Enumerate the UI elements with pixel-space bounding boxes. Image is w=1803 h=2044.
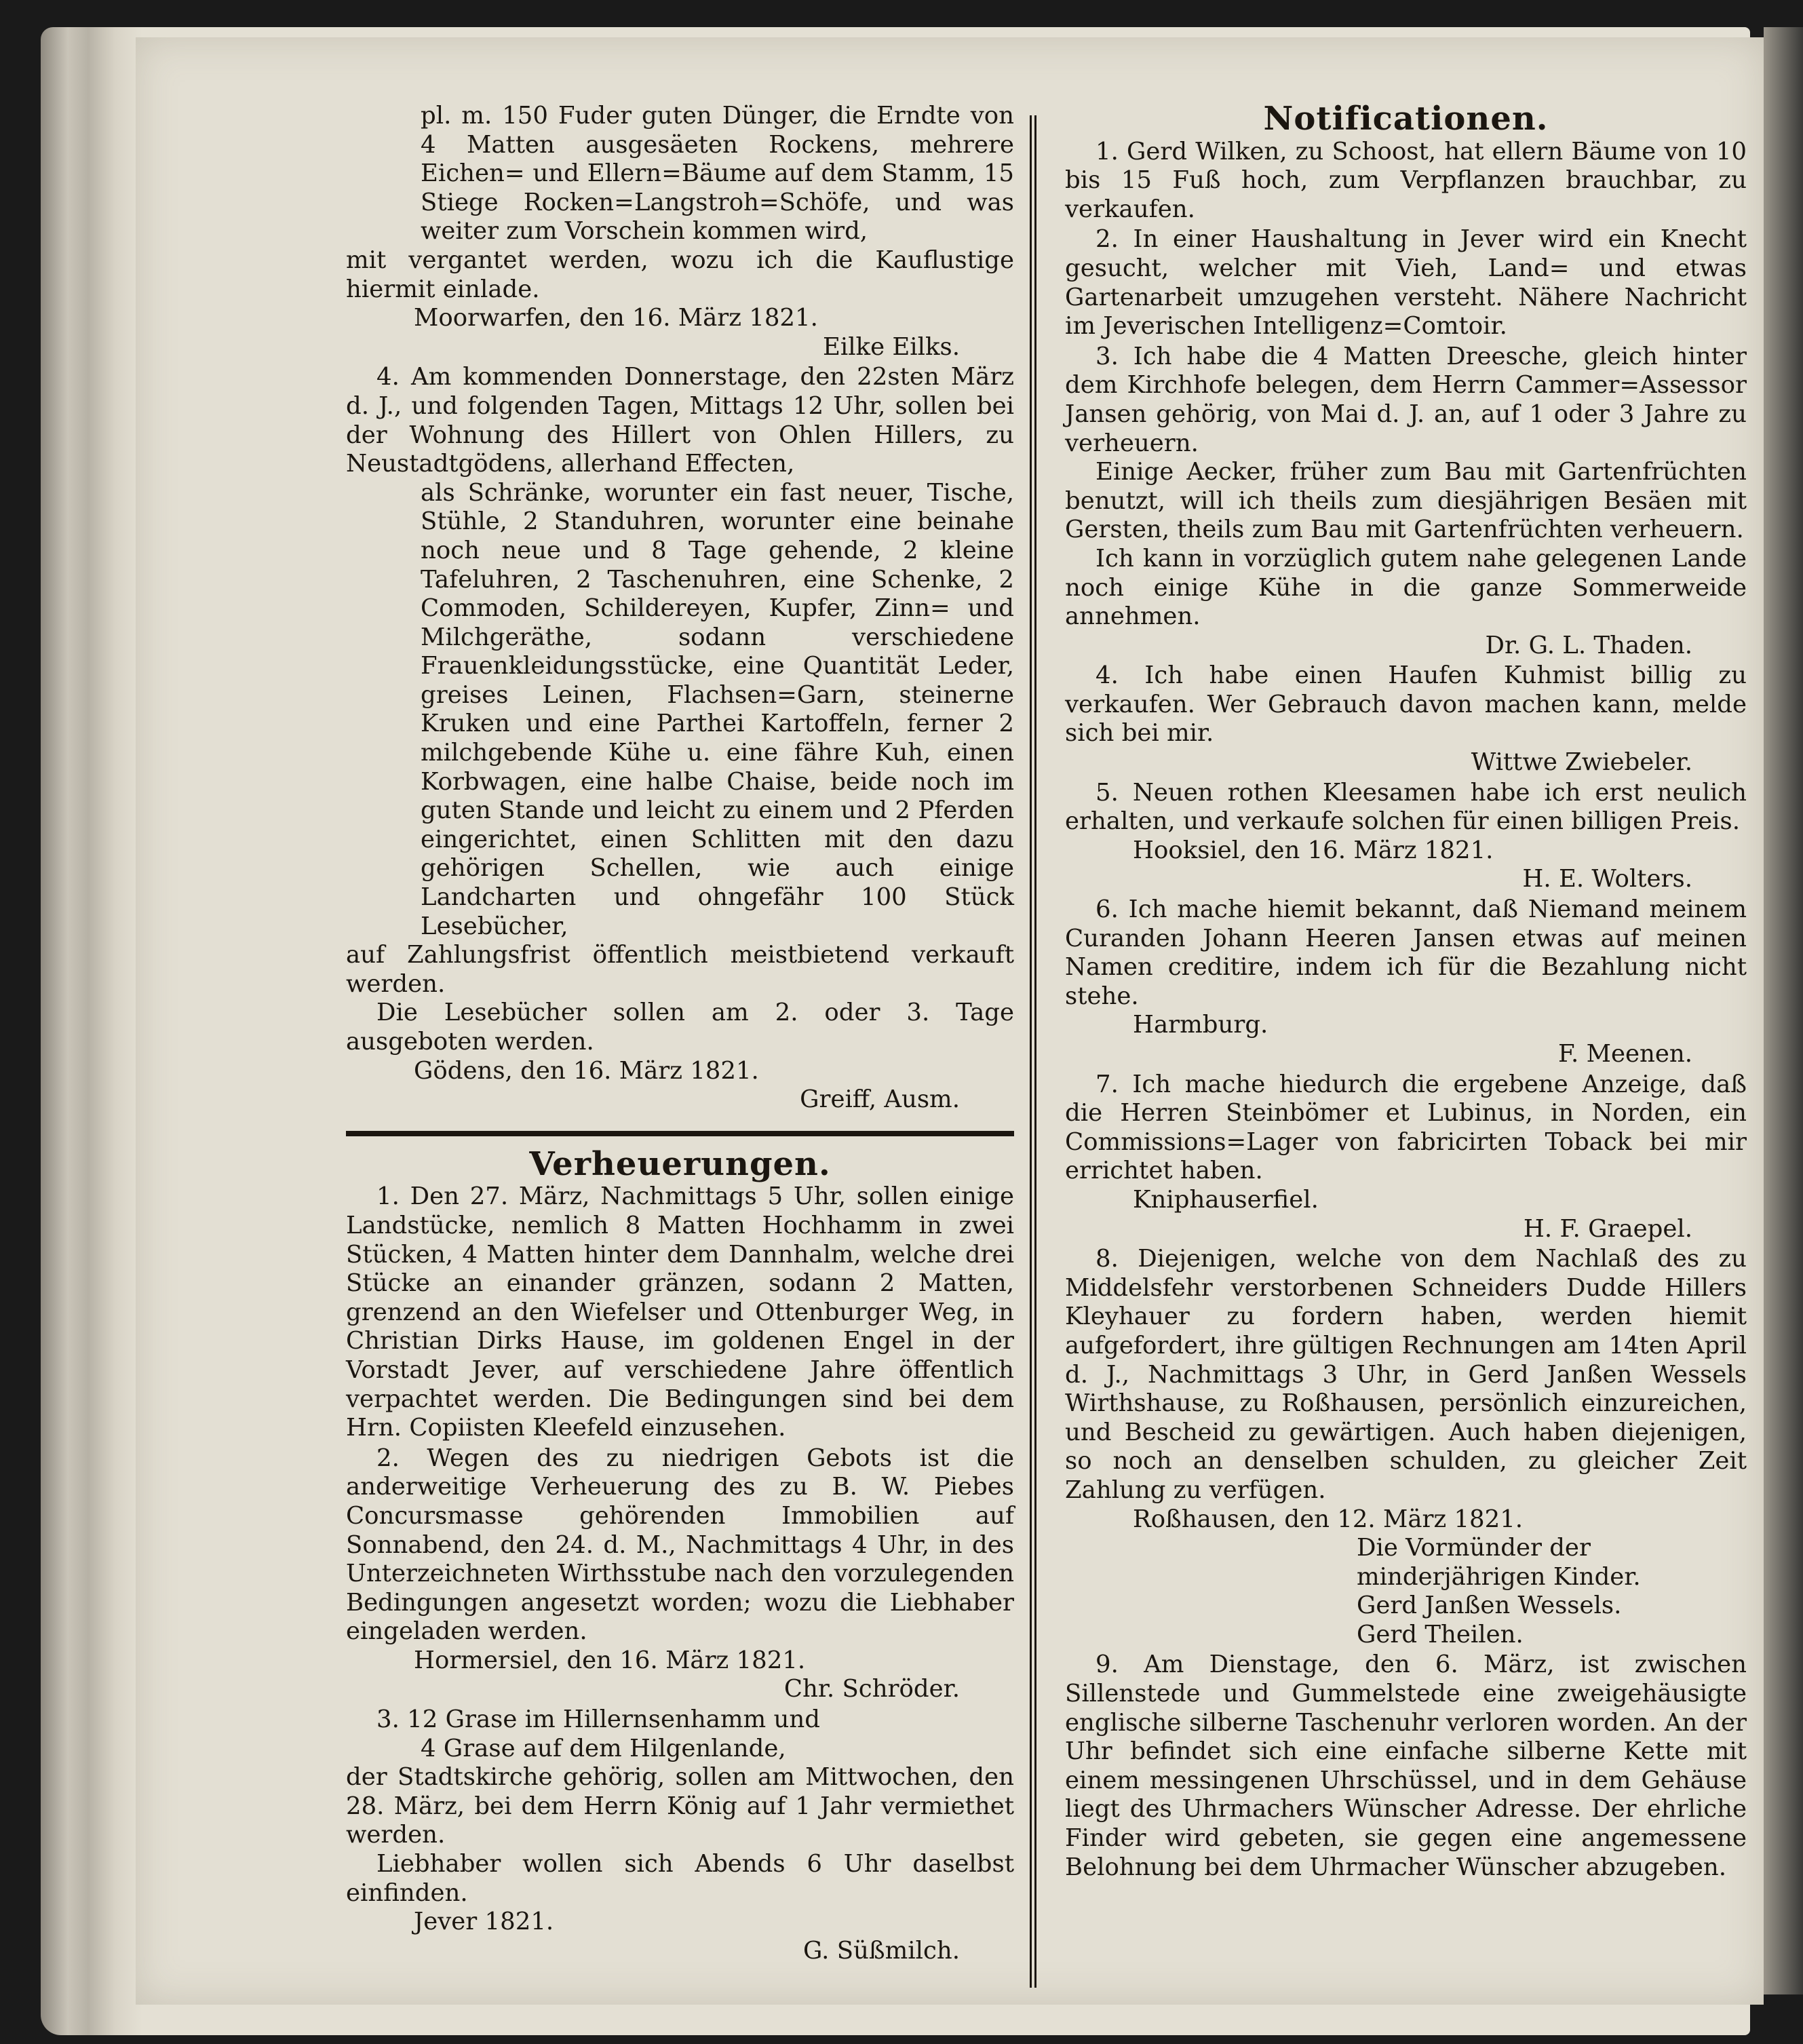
notice-item	[346, 1182, 1014, 1442]
signature: Chr. Schröder.	[783, 1675, 960, 1703]
column-rule	[1030, 115, 1036, 1988]
notice-item	[346, 1444, 1014, 1704]
notice-item	[1065, 1245, 1747, 1649]
signature: Gerd Janßen Wessels.	[1357, 1592, 1622, 1620]
notice-item	[1065, 1651, 1747, 1882]
notice-paragraph: 2. Wegen des zu niedrigen Gebots ist die anderweitige Verheuerung des zu B. W. Piebes Concursmasse gehörenden Immobilien auf Sonnabend, den 24. d. M., Nachmittags 4 Uhr, in des Unterzeichneten Wirthsstube nach den vorzulegenden Bedingungen angesetzt worden; wozu die Liebhaber eingeladen werden.	[346, 1444, 1014, 1646]
notice-paragraph: 4 Grase auf dem Hilgenlande,	[421, 1734, 786, 1762]
notice-item	[346, 102, 1014, 362]
notice-paragraph: 3. Ich habe die 4 Matten Dreesche, gleich hinter dem Kirchhofe belegen, dem Herrn Cammer=Assessor Jansen gehörig, von Mai d. J. an, auf 1 oder 3 Jahre zu verheuern.	[1065, 342, 1747, 457]
signature: Eilke Eilks.	[822, 332, 960, 361]
signature: G. Süßmilch.	[803, 1936, 960, 1965]
notice-paragraph: pl. m. 150 Fuder guten Dünger, die Erndte von 4 Matten ausgesäeten Rockens, mehrere Eichen= und Ellern=Bäume auf dem Stamm, 15 Stiege Rocken=Langstroh=Schöfe, und was weiter zum Vorschein kommen wird,	[421, 102, 1014, 246]
notice-paragraph: Ich kann in vorzüglich gutem nahe gelegenen Lande noch einige Kühe in die ganze Sommerweide annehmen.	[1065, 544, 1747, 631]
notificationen-notices	[1065, 138, 1747, 1883]
notice-paragraph: 3. 12 Grase im Hillernsenhamm und	[376, 1705, 820, 1734]
signature: Greiff, Ausm.	[800, 1085, 960, 1114]
notice-paragraph: 8. Diejenigen, welche von dem Nachlaß des zu Middelsfehr verstorbenen Schneiders Dudde Hillers Kleyhauer zu fordern haben, werden hiemit aufgefordert, ihre gültigen Rechnungen am 14ten April d. J., Nachmittags 3 Uhr, in Gerd Janßen Wessels Wirthshause, zu Roßhausen, persönlich einzureichen, und Bescheid zu gewärtigen. Auch haben diejenigen, so noch an denselben schulden, zu gleicher Zeit Zahlung zu verfügen.	[1065, 1245, 1747, 1504]
notice-paragraph: 1. Den 27. März, Nachmittags 5 Uhr, sollen einige Landstücke, nemlich 8 Matten Hochhamm in zwei Stücken, 4 Matten hinter dem Dannhalm, welche drei Stücke an einander gränzen, sodann 2 Matten, grenzend an den Wiefelser und Ottenburger Weg, in Christian Dirks Hause, im goldenen Engel in der Vorstadt Jever, auf verschiedene Jahre öffentlich verpachtet werden. Die Bedingungen sind bei dem Hrn. Copiisten Kleefeld einzusehen.	[346, 1182, 1014, 1442]
signature: Gerd Theilen.	[1357, 1620, 1524, 1648]
place-date: Harmburg.	[1133, 1011, 1268, 1039]
place-date: Hooksiel, den 16. März 1821.	[1133, 836, 1494, 864]
notice-paragraph: 4. Am kommenden Donnerstage, den 22sten März d. J., und folgenden Tagen, Mittags 12 Uhr, sollen bei der Wohnung des Hillert von Ohlen Hillers, zu Neustadtgödens, allerhand Effecten,	[346, 363, 1014, 478]
notice-item	[1065, 225, 1747, 341]
notice-item	[1065, 343, 1747, 661]
signature: Wittwe Zwiebeler.	[1471, 748, 1692, 777]
section-heading-notificationen: Notificationen.	[1263, 100, 1549, 138]
signature: F. Meenen.	[1557, 1040, 1692, 1068]
notice-paragraph: Einige Aecker, früher zum Bau mit Gartenfrüchten benutzt, will ich theils zum diesjährigen Besäen mit Gersten, theils zum Bau mit Gartenfrüchten verheuern.	[1065, 458, 1747, 544]
notice-item	[1065, 1071, 1747, 1244]
place-date: Hormersiel, den 16. März 1821.	[414, 1646, 806, 1674]
notice-paragraph: 5. Neuen rothen Kleesamen habe ich erst neulich erhalten, und verkaufe solchen für einen billigen Preis.	[1065, 778, 1747, 836]
notice-paragraph: als Schränke, worunter ein fast neuer, Tische, Stühle, 2 Standuhren, worunter eine beinahe noch neue und 8 Tage gehende, 2 kleine Tafeluhren, 2 Taschenuhren, eine Schenke, 2 Commoden, Schildereyen, Kupfer, Zinn= und Milchgeräthe, sodann verschiedene Frauenkleidungsstücke, eine Quantität Leder, greises Leinen, Flachsen=Garn, steinerne Kruken und eine Parthei Kartoffeln, ferner 2 milchgebende Kühe u. eine fähre Kuh, einen Korbwagen, eine halbe Chaise, beide noch im guten Stande und leicht zu einem und 2 Pferden eingerichtet, einen Schlitten mit den dazu gehörigen Schellen, wie auch einige Landcharten und ohngefähr 100 Stück Lesebücher,	[421, 478, 1014, 940]
left-notices	[346, 102, 1014, 1115]
notice-paragraph: Die Lesebücher sollen am 2. oder 3. Tage ausgeboten werden.	[346, 999, 1014, 1056]
notice-paragraph: Liebhaber wollen sich Abends 6 Uhr daselbst einfinden.	[346, 1850, 1014, 1907]
place-date: Moorwarfen, den 16. März 1821.	[414, 304, 818, 332]
notice-paragraph: 6. Ich mache hiemit bekannt, daß Niemand meinem Curanden Johann Heeren Jansen etwas auf meinen Namen creditire, indem ich für die Bezahlung nicht stehe.	[1065, 895, 1747, 1010]
notice-paragraph: 7. Ich mache hiedurch die ergebene Anzeige, daß die Herren Steinbömer et Lubinus, in Norden, ein Commissions=Lager von fabricirten Toback bei mir errichtet haben.	[1065, 1070, 1747, 1185]
signature: Die Vormünder der minderjährigen Kinder.	[1357, 1534, 1641, 1591]
place-date: Kniphauserfiel.	[1133, 1185, 1319, 1214]
signature: H. E. Wolters.	[1522, 865, 1692, 893]
notice-item	[1065, 661, 1747, 777]
place-date: Roßhausen, den 12. März 1821.	[1133, 1505, 1524, 1533]
right-column	[1065, 102, 1747, 1883]
verheuerungen-notices	[346, 1182, 1014, 1965]
notice-item	[346, 363, 1014, 1114]
notice-paragraph: auf Zahlungsfrist öffentlich meistbietend verkauft werden.	[346, 941, 1014, 998]
binding-shadow	[1764, 27, 1803, 1994]
notice-paragraph: mit vergantet werden, wozu ich die Kauflustige hiermit einlade.	[346, 246, 1014, 303]
place-date: Gödens, den 16. März 1821.	[414, 1056, 759, 1085]
signature: Dr. G. L. Thaden.	[1485, 631, 1692, 659]
notice-paragraph: der Stadtskirche gehörig, sollen am Mittwochen, den 28. März, bei dem Herrn König auf 1 Jahr vermiethet werden.	[346, 1763, 1014, 1849]
section-heading-verheuerungen: Verheuerungen.	[529, 1144, 831, 1183]
section-divider	[346, 1131, 1014, 1136]
place-date: Jever 1821.	[414, 1908, 554, 1936]
notice-paragraph: 2. In einer Haushaltung in Jever wird ein Knecht gesucht, welcher mit Vieh, Land= und etwas Gartenarbeit umzugehen versteht. Nähere Nachricht im Jeverischen Intelligenz=Comtoir.	[1065, 225, 1747, 341]
signature: H. F. Graepel.	[1523, 1214, 1692, 1243]
left-column	[346, 102, 1014, 1967]
notice-item	[1065, 895, 1747, 1069]
notice-item	[1065, 779, 1747, 894]
notice-item	[346, 1705, 1014, 1965]
notice-item	[1065, 138, 1747, 225]
notice-paragraph: 1. Gerd Wilken, zu Schoost, hat ellern Bäume von 10 bis 15 Fuß hoch, zum Verpflanzen brauchbar, zu verkaufen.	[1065, 137, 1747, 223]
notice-paragraph: 4. Ich habe einen Haufen Kuhmist billig zu verkaufen. Wer Gebrauch davon machen kann, melde sich bei mir.	[1065, 661, 1747, 748]
notice-paragraph: 9. Am Dienstage, den 6. März, ist zwischen Sillenstede und Gummelstede eine zweigehäusigte englische silberne Taschenuhr verloren worden. An der Uhr befindet sich eine einfache silberne Kette mit einem messingenen Uhrschüssel, und in dem Gehäuse liegt des Uhrmachers Wünscher Adresse. Der ehrliche Finder wird gebeten, sie gegen eine angemessene Belohnung bei dem Uhrmacher Wünscher abzugeben.	[1065, 1651, 1747, 1881]
